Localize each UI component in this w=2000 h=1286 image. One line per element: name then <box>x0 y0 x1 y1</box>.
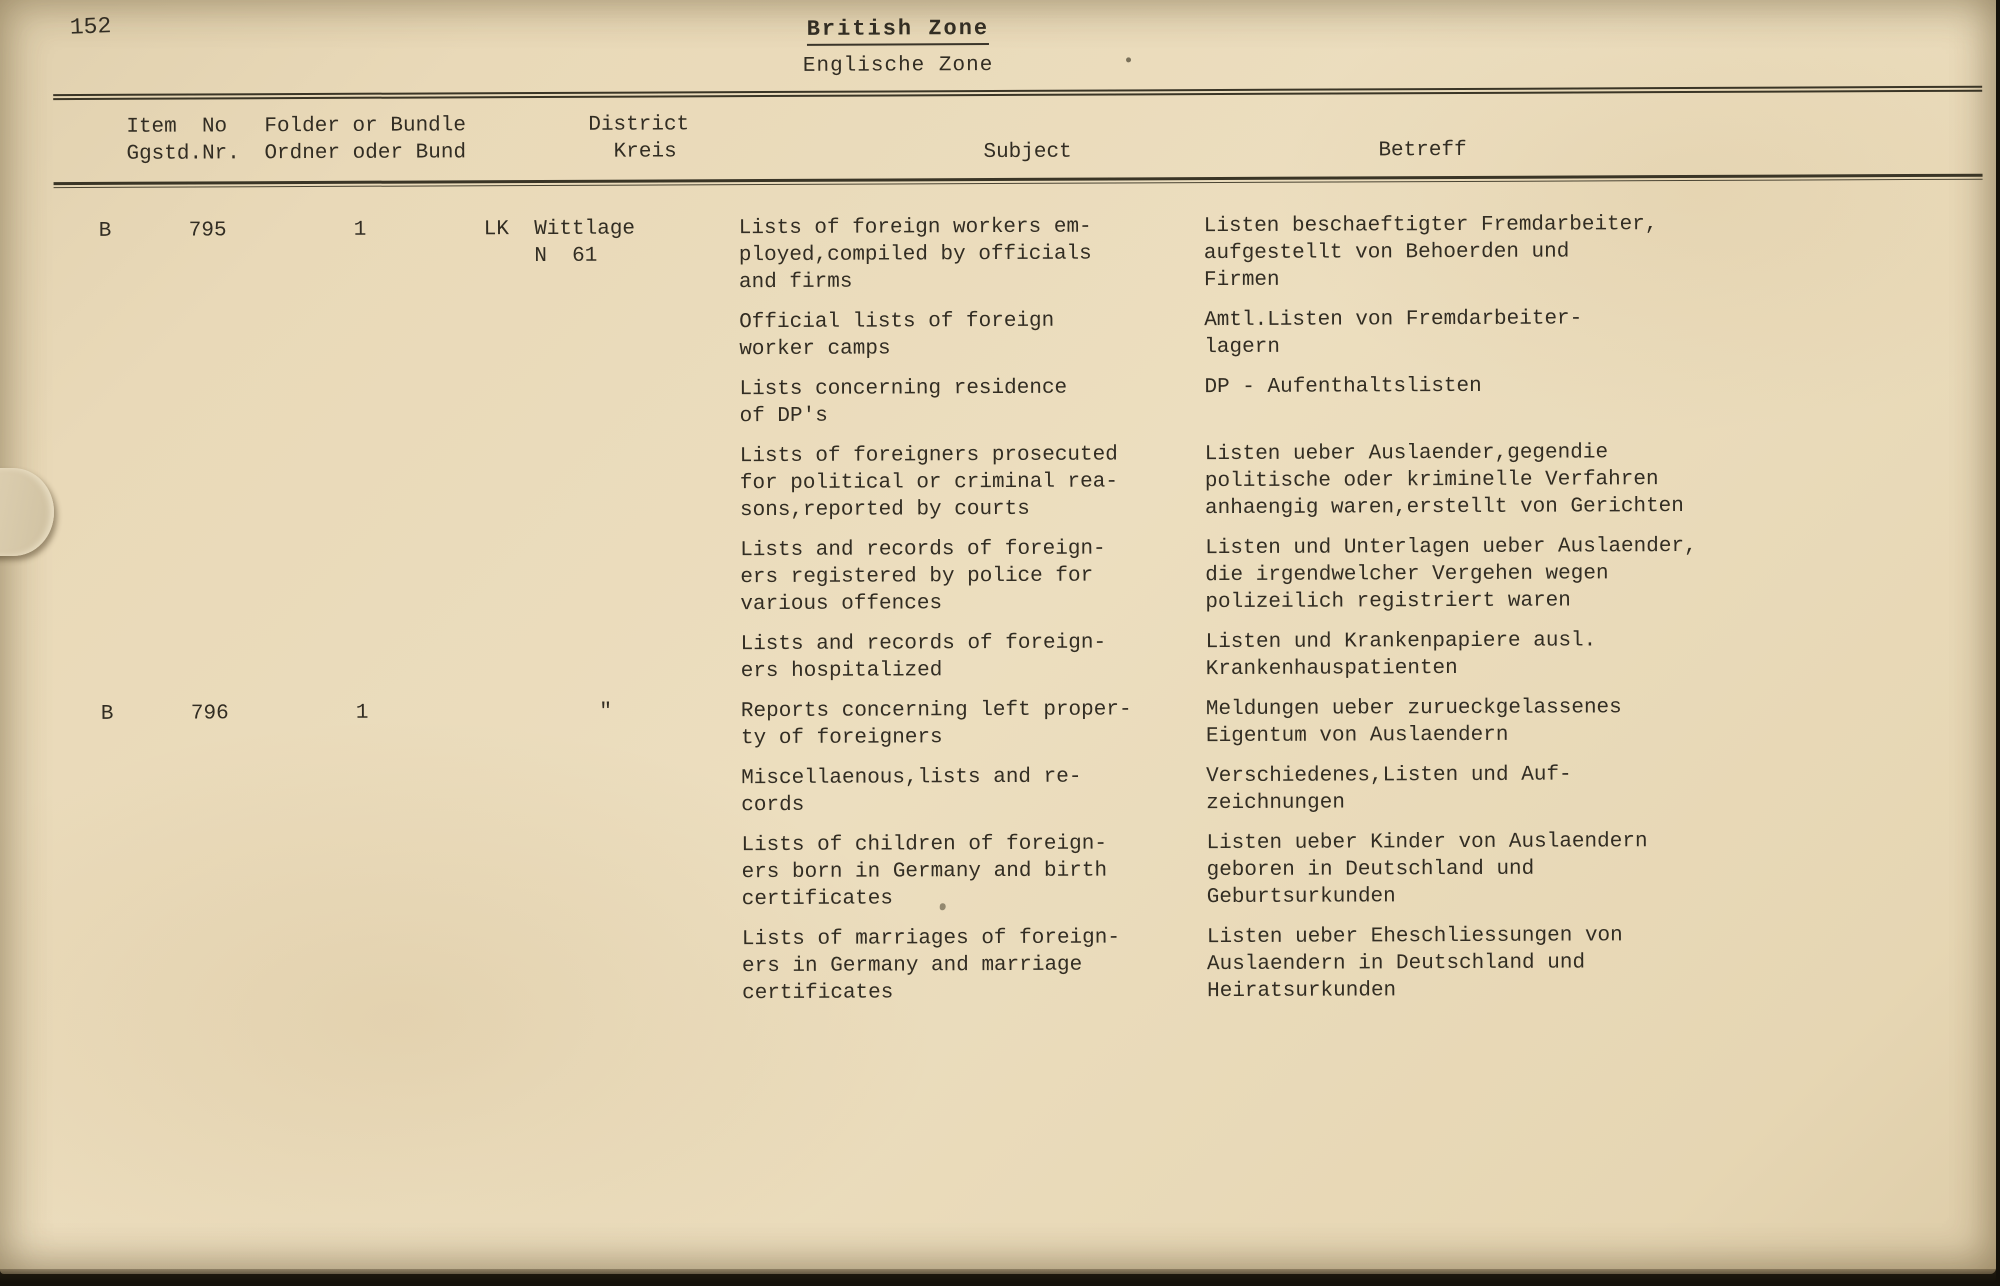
entry-subject: Reports concerning left proper- ty of foreigners <box>740 698 1132 751</box>
entry-betreff: Listen und Krankenpapiere ausl. Krankenhauspatienten <box>1205 629 1597 682</box>
row-folder: 1 <box>355 701 369 725</box>
row-district-ditto: " <box>485 700 612 725</box>
table-row <box>99 210 1982 701</box>
entry-betreff: Listen ueber Kinder von Auslaendern geboren in Deutschland und Geburtsurkunden <box>1206 830 1648 910</box>
entry-betreff: Amtl.Listen von Fremdarbeiter- lagern <box>1204 307 1583 360</box>
entry <box>739 304 1980 363</box>
entry-subject: Lists of foreigners prosecuted for political or criminal rea- sons,reported by courts <box>739 443 1118 523</box>
entry <box>741 693 1982 752</box>
entry-subject: Lists concerning residence of DP's <box>739 376 1068 429</box>
entry-subject: Lists and records of foreign- ers hospitalized <box>740 631 1107 684</box>
entry-subject: Lists and records of foreign- ers registered by police for various offences <box>740 537 1106 617</box>
header-item-no: Item No Ggstd.Nr. <box>126 115 240 166</box>
header-rule-bottom <box>54 174 1983 188</box>
entry <box>739 371 1980 430</box>
entry-betreff: Verschiedenes,Listen und Auf- zeichnungen <box>1206 763 1572 816</box>
row-entries <box>741 693 1983 1020</box>
row-entries <box>739 210 1982 698</box>
entry-subject: Official lists of foreign worker camps <box>739 309 1055 362</box>
row-number: 796 <box>190 702 229 726</box>
header-rule-top <box>53 86 1982 100</box>
table-body <box>99 210 1983 1023</box>
row-number: 795 <box>188 219 227 243</box>
page-subtitle: Englische Zone <box>802 54 994 78</box>
row-letter: B <box>98 219 112 243</box>
header-district: District Kreis <box>588 113 690 164</box>
entry-betreff: Listen beschaeftigter Fremdarbeiter, aufgestellt von Behoerden und Firmen <box>1203 213 1658 293</box>
entry-subject: Lists of children of foreign- ers born in Germany and birth certificates <box>741 832 1108 912</box>
entry <box>739 210 1980 296</box>
entry <box>740 438 1981 524</box>
entry-betreff: Listen ueber Eheschliessungen von Auslaendern in Deutschland und Heiratsurkunden <box>1206 924 1623 1004</box>
page-number: 152 <box>69 13 112 41</box>
header-subject: Subject <box>983 140 1072 165</box>
title-block <box>0 13 1798 82</box>
paper-bottom-edge <box>0 1269 1996 1283</box>
header-betreff: Betreff <box>1378 138 1467 163</box>
entry <box>740 532 1981 618</box>
entry <box>741 760 1982 819</box>
entry-betreff: DP - Aufenthaltslisten <box>1204 374 1482 400</box>
page-title: British Zone <box>807 16 990 46</box>
row-district: LK Wittlage N 61 <box>483 217 636 269</box>
row-letter: B <box>100 702 114 726</box>
entry-subject: Lists of marriages of foreign- ers in Germany and marriage certificates <box>741 926 1120 1006</box>
entry-betreff: Listen ueber Auslaender,gegendie politische oder kriminelle Verfahren anhaengig waren,erstellt von Gerichten <box>1204 441 1684 521</box>
entry-subject: Miscellaenous,lists and re- cords <box>741 765 1082 818</box>
table-row <box>101 693 1983 1023</box>
row-folder: 1 <box>353 218 367 242</box>
entry-betreff: Listen und Unterlagen ueber Auslaender, die irgendwelcher Vergehen wegen polizeilich registriert waren <box>1205 534 1697 615</box>
ink-speck <box>1126 57 1131 62</box>
header-folder: Folder or Bundle Ordner oder Bund <box>264 114 467 166</box>
entry <box>741 827 1982 913</box>
entry <box>741 626 1982 685</box>
entry-betreff: Meldungen ueber zurueckgelassenes Eigentum von Auslaendern <box>1205 696 1622 749</box>
entry-subject: Lists of foreign workers em- ployed,compiled by officials and firms <box>738 215 1092 295</box>
entry <box>742 921 1983 1007</box>
